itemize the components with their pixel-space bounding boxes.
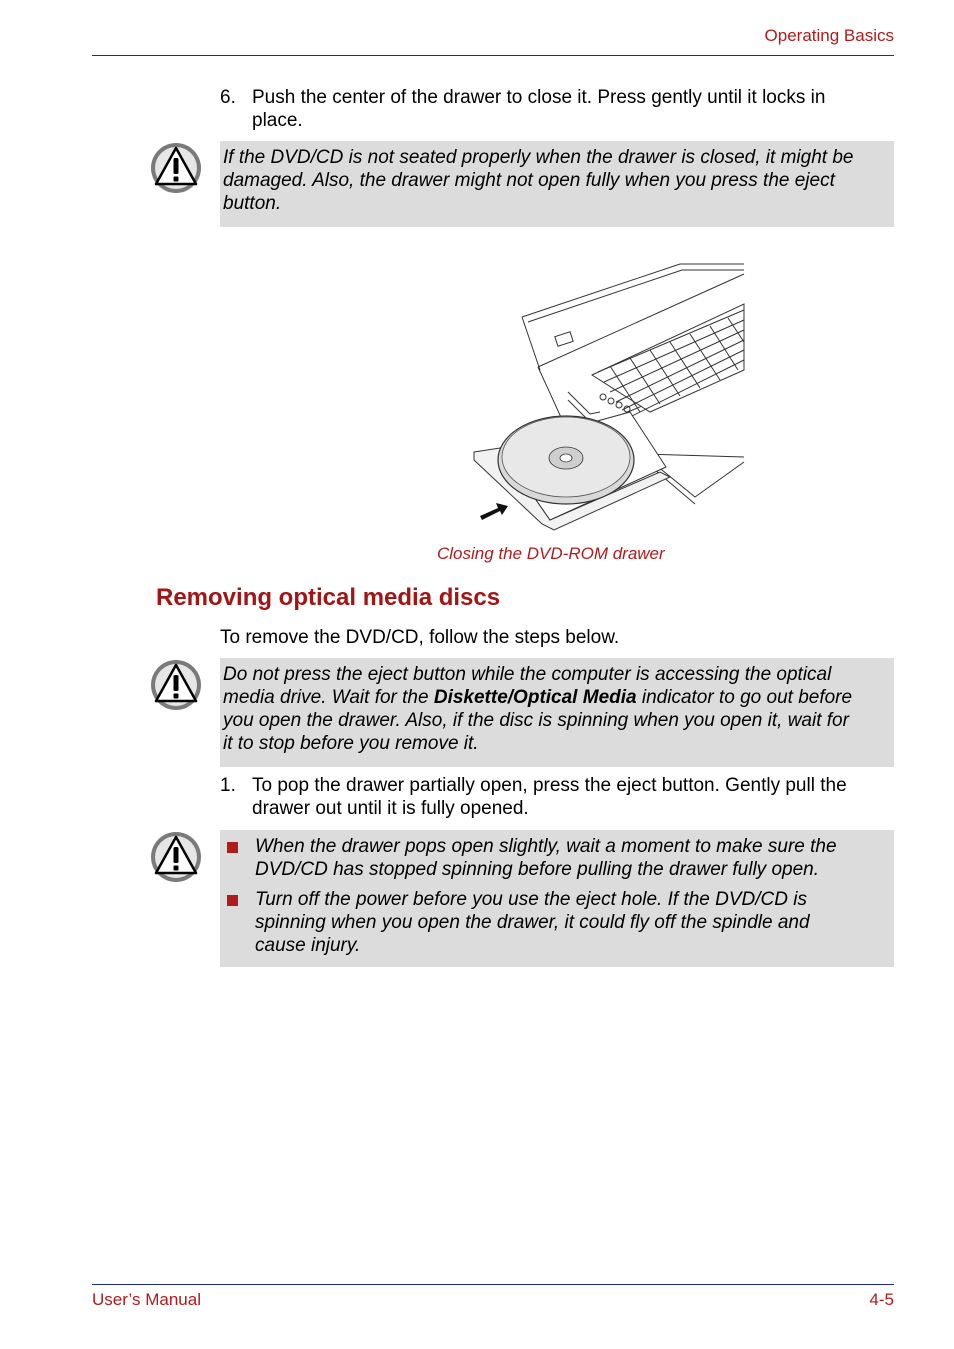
bullet-square-icon xyxy=(227,842,238,853)
arrow-icon xyxy=(480,503,508,520)
step-line: To pop the drawer partially open, press the eject button. Gently pull the xyxy=(252,775,847,796)
step-number: 1. xyxy=(220,775,236,796)
bullet-square-icon xyxy=(227,895,238,906)
note-line: button. xyxy=(223,193,282,214)
step-line: drawer out until it is fully opened. xyxy=(252,798,529,819)
note-line: If the DVD/CD is not seated properly when the drawer is closed, it might be xyxy=(223,147,854,168)
step-line: Push the center of the drawer to close it. Press gently until it locks in xyxy=(252,87,826,108)
step-1 xyxy=(220,774,900,820)
section-heading: Removing optical media discs xyxy=(156,584,501,611)
step-number: 6. xyxy=(220,87,236,108)
note-line: you open the drawer. Also, if the disc is spinning when you open it, wait for xyxy=(223,710,849,731)
laptop-dvd-drawer-illustration xyxy=(470,262,746,534)
step-6 xyxy=(220,86,900,132)
header-rule xyxy=(92,55,894,56)
step-line: place. xyxy=(252,110,303,131)
note-box xyxy=(220,830,894,967)
step-text xyxy=(252,86,825,132)
warning-icon xyxy=(150,142,202,194)
note-line: it to stop before you remove it. xyxy=(223,733,479,754)
page-number: 4-5 xyxy=(869,1290,894,1309)
running-header: Operating Basics xyxy=(764,26,894,45)
footer-title: User’s Manual xyxy=(92,1290,201,1309)
note-box xyxy=(220,658,894,767)
footer-rule xyxy=(92,1284,894,1285)
note-box xyxy=(220,141,894,227)
bullet-item: When the drawer pops open slightly, wait a moment to make sure the DVD/CD has stopped spinning before pulling the drawer fully open. xyxy=(223,835,890,881)
step-text xyxy=(252,774,847,820)
note-line: media drive. Wait for the Diskette/Optical Media indicator to go out before xyxy=(223,687,853,708)
warning-icon xyxy=(150,831,202,883)
note-line: Do not press the eject button while the computer is accessing the optical xyxy=(223,664,832,685)
intro-text: To remove the DVD/CD, follow the steps below. xyxy=(220,627,620,648)
indicator-name: Diskette/Optical Media xyxy=(433,687,637,708)
note-line: damaged. Also, the drawer might not open fully when you press the eject xyxy=(223,170,835,191)
figure-caption: Closing the DVD-ROM drawer xyxy=(437,544,665,563)
bullet-item: Turn off the power before you use the eject hole. If the DVD/CD is spinning when you open the drawer, it could fly off the spindle and cause injury. xyxy=(223,888,890,957)
warning-icon xyxy=(150,659,202,711)
